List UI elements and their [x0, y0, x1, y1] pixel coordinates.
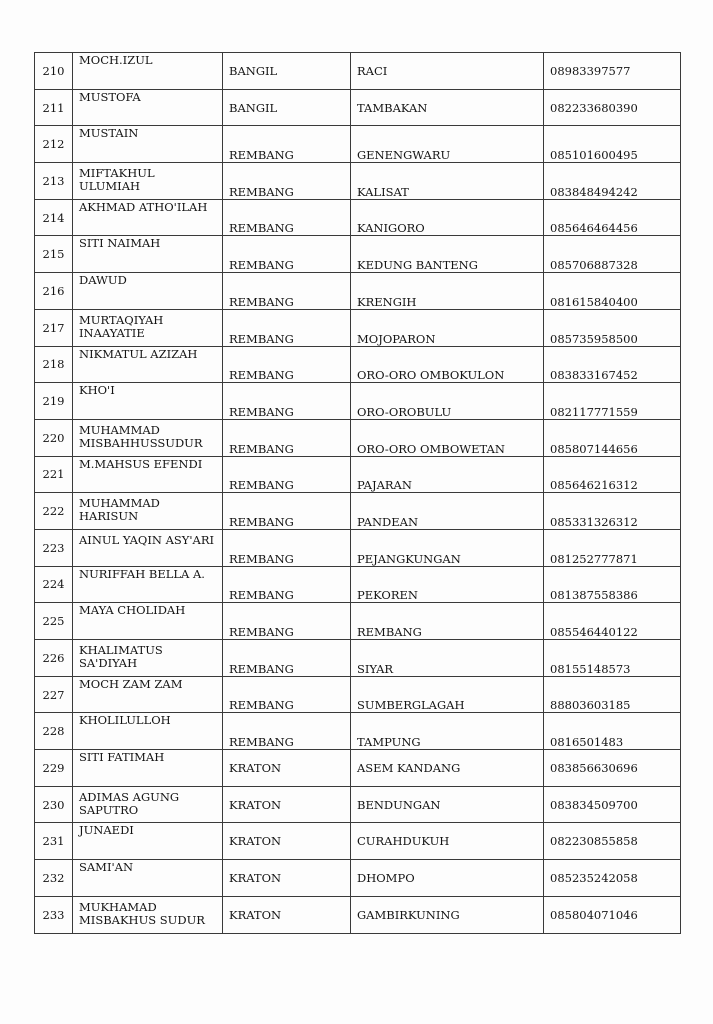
row-number-cell: 219 [35, 383, 73, 420]
roster-table-body [35, 53, 681, 934]
phone-cell: 081252777871 [544, 529, 681, 566]
district-cell: REMBANG [223, 163, 351, 200]
village-cell: TAMPUNG [351, 713, 544, 750]
row-number-cell: 213 [35, 163, 73, 200]
table-row [35, 860, 681, 897]
table-row [35, 309, 681, 346]
row-number-cell: 216 [35, 273, 73, 310]
phone-cell: 085331326312 [544, 493, 681, 530]
name-cell: MIFTAKHUL ULUMIAH [73, 163, 223, 200]
table-row [35, 640, 681, 677]
name-cell: MURTAQIYAH INAAYATIE [73, 309, 223, 346]
village-cell: GAMBIRKUNING [351, 896, 544, 933]
row-number-cell: 230 [35, 786, 73, 823]
phone-cell: 082233680390 [544, 89, 681, 126]
table-row [35, 236, 681, 273]
row-number-cell: 211 [35, 89, 73, 126]
name-cell: M.MAHSUS EFENDI [73, 456, 223, 493]
name-cell: MUSTOFA [73, 89, 223, 126]
district-cell: REMBANG [223, 493, 351, 530]
table-row [35, 529, 681, 566]
name-cell: DAWUD [73, 273, 223, 310]
row-number-cell: 225 [35, 603, 73, 640]
name-cell: MUHAMMAD HARISUN [73, 493, 223, 530]
row-number-cell: 232 [35, 860, 73, 897]
village-cell: SUMBERGLAGAH [351, 676, 544, 713]
village-cell: MOJOPARON [351, 309, 544, 346]
district-cell: BANGIL [223, 53, 351, 90]
name-cell: MUKHAMAD MISBAKHUS SUDUR [73, 896, 223, 933]
district-cell: REMBANG [223, 603, 351, 640]
table-row [35, 346, 681, 383]
district-cell: REMBANG [223, 640, 351, 677]
row-number-cell: 223 [35, 529, 73, 566]
table-row [35, 566, 681, 603]
village-cell: TAMBAKAN [351, 89, 544, 126]
village-cell: DHOMPO [351, 860, 544, 897]
row-number-cell: 221 [35, 456, 73, 493]
phone-cell: 081615840400 [544, 273, 681, 310]
district-cell: REMBANG [223, 126, 351, 163]
village-cell: PEKOREN [351, 566, 544, 603]
name-cell: KHALIMATUS SA'DIYAH [73, 640, 223, 677]
row-number-cell: 210 [35, 53, 73, 90]
village-cell: SIYAR [351, 640, 544, 677]
name-cell: MUHAMMAD MISBAHHUSSUDUR [73, 419, 223, 456]
name-cell: SITI FATIMAH [73, 750, 223, 787]
row-number-cell: 220 [35, 419, 73, 456]
name-cell: KHO'I [73, 383, 223, 420]
table-row [35, 419, 681, 456]
name-cell: AINUL YAQIN ASY'ARI [73, 529, 223, 566]
table-row [35, 603, 681, 640]
phone-cell: 88803603185 [544, 676, 681, 713]
name-cell: JUNAEDI [73, 823, 223, 860]
village-cell: PEJANGKUNGAN [351, 529, 544, 566]
name-cell: MOCH ZAM ZAM [73, 676, 223, 713]
row-number-cell: 231 [35, 823, 73, 860]
phone-cell: 085706887328 [544, 236, 681, 273]
table-row [35, 199, 681, 236]
village-cell: KEDUNG BANTENG [351, 236, 544, 273]
name-cell: SITI NAIMAH [73, 236, 223, 273]
name-cell: AKHMAD ATHO'ILAH [73, 199, 223, 236]
table-row [35, 786, 681, 823]
district-cell: REMBANG [223, 529, 351, 566]
table-row [35, 676, 681, 713]
table-row [35, 823, 681, 860]
village-cell: PAJARAN [351, 456, 544, 493]
district-cell: REMBANG [223, 566, 351, 603]
row-number-cell: 218 [35, 346, 73, 383]
phone-cell: 083834509700 [544, 786, 681, 823]
row-number-cell: 215 [35, 236, 73, 273]
phone-cell: 08155148573 [544, 640, 681, 677]
table-row [35, 713, 681, 750]
row-number-cell: 228 [35, 713, 73, 750]
village-cell: CURAHDUKUH [351, 823, 544, 860]
district-cell: KRATON [223, 860, 351, 897]
phone-cell: 0816501483 [544, 713, 681, 750]
row-number-cell: 212 [35, 126, 73, 163]
phone-cell: 085546440122 [544, 603, 681, 640]
name-cell: MOCH.IZUL [73, 53, 223, 90]
phone-cell: 085235242058 [544, 860, 681, 897]
district-cell: REMBANG [223, 456, 351, 493]
district-cell: REMBANG [223, 383, 351, 420]
village-cell: KALISAT [351, 163, 544, 200]
name-cell: KHOLILULLOH [73, 713, 223, 750]
table-row [35, 163, 681, 200]
table-row [35, 896, 681, 933]
village-cell: RACI [351, 53, 544, 90]
district-cell: REMBANG [223, 713, 351, 750]
phone-cell: 081387558386 [544, 566, 681, 603]
district-cell: REMBANG [223, 236, 351, 273]
table-row [35, 493, 681, 530]
row-number-cell: 224 [35, 566, 73, 603]
table-row [35, 126, 681, 163]
row-number-cell: 227 [35, 676, 73, 713]
village-cell: ASEM KANDANG [351, 750, 544, 787]
district-cell: REMBANG [223, 676, 351, 713]
phone-cell: 082117771559 [544, 383, 681, 420]
phone-cell: 08983397577 [544, 53, 681, 90]
row-number-cell: 226 [35, 640, 73, 677]
table-row [35, 53, 681, 90]
table-row [35, 750, 681, 787]
phone-cell: 085807144656 [544, 419, 681, 456]
district-cell: REMBANG [223, 199, 351, 236]
phone-cell: 085646216312 [544, 456, 681, 493]
village-cell: BENDUNGAN [351, 786, 544, 823]
name-cell: MAYA CHOLIDAH [73, 603, 223, 640]
roster-table [34, 52, 681, 934]
name-cell: NURIFFAH BELLA A. [73, 566, 223, 603]
village-cell: KRENGIH [351, 273, 544, 310]
district-cell: REMBANG [223, 419, 351, 456]
district-cell: REMBANG [223, 346, 351, 383]
row-number-cell: 214 [35, 199, 73, 236]
name-cell: MUSTAIN [73, 126, 223, 163]
phone-cell: 085101600495 [544, 126, 681, 163]
phone-cell: 083833167452 [544, 346, 681, 383]
name-cell: ADIMAS AGUNG SAPUTRO [73, 786, 223, 823]
phone-cell: 083848494242 [544, 163, 681, 200]
phone-cell: 085804071046 [544, 896, 681, 933]
village-cell: GENENGWARU [351, 126, 544, 163]
village-cell: REMBANG [351, 603, 544, 640]
district-cell: REMBANG [223, 273, 351, 310]
phone-cell: 082230855858 [544, 823, 681, 860]
table-row [35, 456, 681, 493]
table-row [35, 273, 681, 310]
row-number-cell: 217 [35, 309, 73, 346]
district-cell: KRATON [223, 786, 351, 823]
district-cell: KRATON [223, 823, 351, 860]
phone-cell: 083856630696 [544, 750, 681, 787]
district-cell: KRATON [223, 750, 351, 787]
village-cell: PANDEAN [351, 493, 544, 530]
row-number-cell: 233 [35, 896, 73, 933]
village-cell: KANIGORO [351, 199, 544, 236]
row-number-cell: 229 [35, 750, 73, 787]
village-cell: ORO-ORO OMBOKULON [351, 346, 544, 383]
name-cell: SAMI'AN [73, 860, 223, 897]
village-cell: ORO-OROBULU [351, 383, 544, 420]
district-cell: KRATON [223, 896, 351, 933]
row-number-cell: 222 [35, 493, 73, 530]
phone-cell: 085735958500 [544, 309, 681, 346]
name-cell: NIKMATUL AZIZAH [73, 346, 223, 383]
village-cell: ORO-ORO OMBOWETAN [351, 419, 544, 456]
district-cell: REMBANG [223, 309, 351, 346]
table-row [35, 383, 681, 420]
district-cell: BANGIL [223, 89, 351, 126]
table-row [35, 89, 681, 126]
phone-cell: 085646464456 [544, 199, 681, 236]
